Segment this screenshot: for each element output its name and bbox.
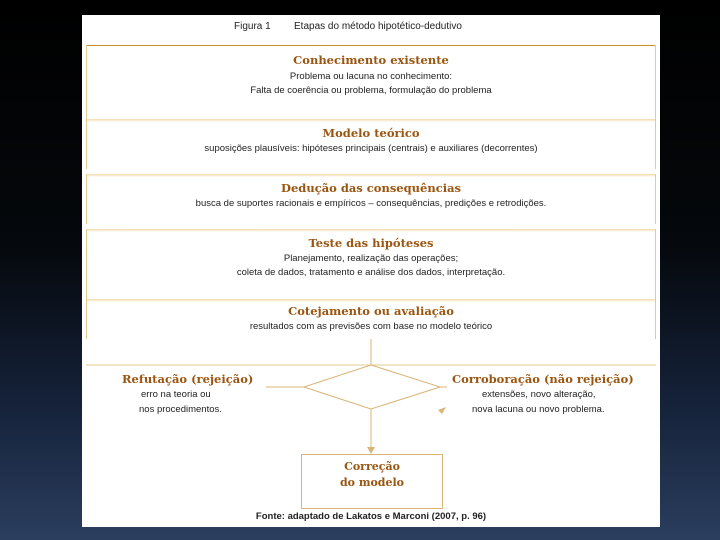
diagonal-arrow-icon xyxy=(438,407,446,414)
figure-title: Etapas do método hipotético-dedutivo xyxy=(294,21,462,32)
corroboration-title: Corroboração (não rejeição) xyxy=(452,372,634,386)
correction-box xyxy=(301,454,443,509)
stage-title: Modelo teórico xyxy=(322,126,420,140)
connector-line xyxy=(304,387,371,409)
connector-line xyxy=(371,365,440,387)
figure-source: Fonte: adaptado de Lakatos e Marconi (2007, p. 96) xyxy=(255,511,487,522)
figure xyxy=(82,15,660,527)
connector-line xyxy=(304,365,371,387)
down-arrow-icon xyxy=(367,447,375,454)
stage-title: Conhecimento existente xyxy=(293,53,449,67)
flow-connectors xyxy=(82,15,660,527)
stage-title: Cotejamento ou avaliação xyxy=(288,304,454,318)
stage-text: Problema ou lacuna no conhecimento: xyxy=(289,71,453,82)
figure-label: Figura 1 xyxy=(234,21,271,32)
refutation-title: Refutação (rejeição) xyxy=(122,372,254,386)
stage-text: Planejamento, realização das operações; xyxy=(283,253,459,264)
correction-text: do modelo xyxy=(339,476,405,489)
stage-title: Dedução das consequências xyxy=(281,181,461,195)
stage-title: Teste das hipóteses xyxy=(308,236,434,250)
stage-text: coleta de dados, tratamento e análise dos dados, interpretação. xyxy=(236,267,506,278)
corroboration-text: nova lacuna ou novo problema. xyxy=(472,404,605,415)
refutation-text: erro na teoria ou xyxy=(141,389,211,400)
refutation-text: nos procedimentos. xyxy=(139,404,222,415)
stage-text: Falta de coerência ou problema, formulação do problema xyxy=(250,85,492,96)
connector-line xyxy=(371,387,440,409)
stage-text: busca de suportes racionais e empíricos – consequências, predições e retrodições. xyxy=(195,198,547,209)
stage-text: suposições plausíveis: hipóteses principais (centrais) e auxiliares (decorrentes) xyxy=(204,143,538,154)
corroboration-text: extensões, novo alteração, xyxy=(482,389,596,400)
stage-text: resultados com as previsões com base no modelo teórico xyxy=(249,321,493,332)
correction-text: Correção xyxy=(344,460,400,473)
